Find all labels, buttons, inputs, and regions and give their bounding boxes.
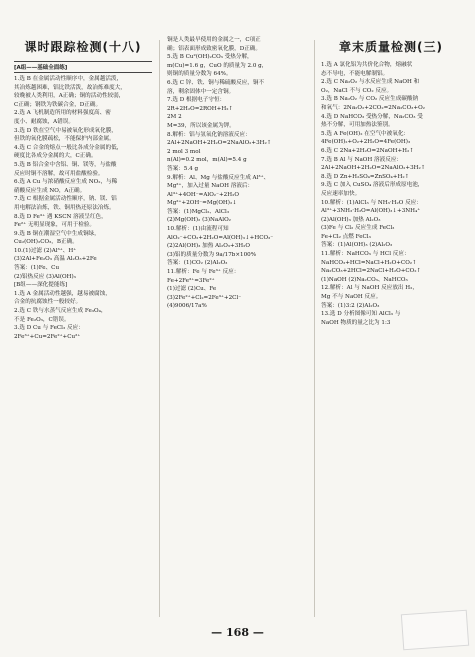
answer-line: 1.选 A 氯化铝为共价化合物，熔融状 [321, 62, 413, 68]
answer-line: 6.选 C 锌、铁、铜与稀硫酸反应，铜不 [167, 79, 265, 86]
answer-line: Na₂CO₃+2HCl=2NaCl+H₂O+CO₂↑ [321, 268, 422, 275]
answer-line: 7.选 C 根据金属活动性顺序，钠、镁、铝 [14, 196, 117, 203]
answer-line: (2)2Al(OH)₃ 加热 Al₂O₃+3H₂O [167, 243, 250, 250]
answer-line: 1.选 B 在金属活动性顺序中，金属越活泼， [14, 76, 123, 82]
answer-line: Mg²⁺+2OH⁻=Mg(OH)₂↓ [167, 200, 237, 207]
answer-line: (1)过滤 (2)Cu、Fe [167, 286, 217, 293]
answer-line: 热不分解，可用加热法鉴别。 [321, 122, 394, 129]
answer-line: Mg²⁺，加入过量 NaOH 溶液后： [167, 183, 254, 190]
answer-line: 其冶炼越困难，铝比铁活泼，故冶炼难度大， [14, 84, 126, 91]
answer-line: 答案：(1)MgCl₂、AlCl₃ [167, 208, 230, 215]
answer-line: 2M 2 [167, 114, 182, 121]
answer-line: 8.选 D Zn+H₂SO₄=ZnSO₄+H₂↑ [321, 173, 410, 180]
answer-line: 1.选 A 金属活动性越强，越易被腐蚀， [14, 290, 111, 297]
answer-line: 7.选 B Al 与 NaOH 溶液反应： [321, 156, 403, 163]
answer-line: 10.解析：(1)AlCl₃ 与 NH₃·H₂O 反应： [321, 199, 422, 206]
answer-line: 确；铝表面形成致密氧化膜，D正确。 [167, 45, 261, 52]
answer-line: M=39，所以该金属为钾。 [167, 122, 235, 129]
answer-lines [167, 36, 308, 311]
answer-line: 答案：(1)3:2 (2)Al₂O₃ [321, 302, 380, 309]
answer-line: 9.解析：Al、Mg 与盐酸反应生成 Al³⁺、 [167, 174, 270, 181]
answer-line: 2R+2H₂O=2ROH+H₂↑ [167, 105, 234, 112]
answer-line: Al³⁺+3NH₃·H₂O=Al(OH)₃↓+3NH₄⁺ [321, 208, 421, 215]
answer-line: 7.选 D 根据电子守恒： [167, 97, 226, 104]
answer-line: 3.选 D Cu 与 FeCl₃ 反应： [14, 325, 84, 332]
answer-line: 4.选 D NaHCO₃ 受热分解，Na₂CO₃ 受 [321, 113, 423, 120]
answer-line: (3)铝的质量分数为 9a/17b×100% [167, 251, 257, 258]
answer-line: (4)9006/17a% [167, 303, 207, 310]
answer-line: 12.解析：Al 与 NaOH 反应放出 H₂， [321, 285, 418, 292]
answer-line: 反应时铜不溶解，故可用盐酸检验。 [14, 170, 104, 177]
answer-line: 但铁的氧化膜疏松，不能保护内部金属。 [14, 136, 115, 143]
answer-line: (3)2Fe²⁺+Cl₂=2Fe³⁺+2Cl⁻ [167, 294, 242, 301]
answer-line: 和氧气：2Na₂O₂+2CO₂=2Na₂CO₃+O₂ [321, 104, 425, 111]
answer-line: 13.选 D 分析图像可知 AlCl₃ 与 [321, 311, 401, 318]
answer-line: m(Cu)=1.6 g，CuO 的质量为 2.0 g， [167, 62, 268, 69]
answer-line: C正确；钢铁为铁碳合金，D正确。 [14, 101, 102, 108]
answer-line: 态不导电，不能电解制铝。 [321, 70, 389, 77]
answer-line: 用电解法冶炼，铁、铜用热还原法冶炼。 [14, 204, 115, 211]
answer-line: Fe+Cl₂ 点燃 FeCl₃ [321, 233, 371, 240]
answer-line: 10.(1)过滤 (2)Al³⁺、H⁺ [14, 247, 77, 254]
answer-line: [B组——深化提能练] [14, 282, 68, 289]
section-title: 章末质量检测(三) [339, 40, 443, 54]
page-number: — 168 — [211, 626, 264, 639]
answer-line: 11.解析：NaHCO₃ 与 HCl 反应： [321, 251, 410, 258]
answer-line: 5.选 A Fe(OH)₂ 在空气中被氧化： [321, 130, 410, 137]
section-title: 课时跟踪检测(十八) [24, 40, 142, 54]
answer-line: 4Fe(OH)₂+O₂+2H₂O=4Fe(OH)₃ [321, 139, 411, 146]
answer-line: 3.选 D 铁在空气中易被氧化形成氧化膜， [14, 127, 117, 134]
answer-line: 不是 Fe₂O₃，C错误。 [14, 316, 70, 323]
answer-line: NaOH 物质的量之比为 1:3 [321, 319, 391, 326]
answer-lines [321, 61, 461, 327]
answer-line: AlO₂⁻+CO₂+2H₂O=Al(OH)₃↓+HCO₃⁻ [167, 234, 274, 241]
answer-line: (3)Fe 与 Cl₂ 反应生成 FeCl₃ [321, 225, 395, 232]
answer-line: 溶，剩余固体中一定含铜。 [167, 88, 235, 95]
answer-line: 较晚被人类利用，A正确；铜的活动性较弱， [14, 93, 125, 100]
answer-lines [14, 75, 152, 341]
answer-line: 2Fe³⁺+Cu=2Fe²⁺+Cu²⁺ [14, 333, 81, 340]
answer-line: O₂，NaCl 不与 CO₂ 反应。 [321, 87, 393, 94]
answer-line: 答案：(1)Al(OH)₃ (2)Al₂O₃ [321, 242, 393, 249]
answer-line: 10.解析：(1)由流程可知 [167, 226, 229, 233]
answer-line: 2 mol 3 mol [167, 148, 201, 155]
answer-line: 6.选 C 2Na+2H₂O=2NaOH+H₂↑ [321, 147, 414, 154]
answer-line: 度小、耐腐蚀，A错误。 [14, 118, 74, 125]
answer-line: 答案：(1)CO₂ (2)Al₂O₃ [167, 260, 228, 267]
answer-line: 5.选 B Cu²(OH)₂CO₃ 受热分解， [167, 54, 253, 61]
answer-line: 答案：5.4 g [167, 165, 199, 172]
answer-line: 2.选 C 铁与水蒸气反应生成 Fe₃O₄， [14, 308, 107, 315]
answer-column-left [14, 30, 152, 627]
answer-line: 硬度比各成分金属的大，C正确。 [14, 153, 97, 160]
answer-line: 答案：(1)Fe、Cu [14, 265, 60, 272]
answer-line: 2.选 A 飞机制造所用的材料强度高、密 [14, 110, 111, 117]
answer-line: (2)铝热反应 (3)Al(OH)₃ [14, 273, 76, 280]
answer-line: 3.选 B Na₂O₂ 与 CO₂ 反应生成碳酸钠 [321, 96, 419, 103]
answer-line: Cu₂(OH)₂CO₃，B正确。 [14, 239, 78, 246]
answer-line: 9.选 C 加入 CuSO₄ 溶液后形成原电池， [321, 182, 424, 189]
answer-line: 反应速率加快。 [321, 190, 361, 197]
answer-line: 铜是人类最早使用的金属之一，C项正 [167, 37, 261, 43]
answer-line: Al³⁺+4OH⁻=AlO₂⁻+2H₂O [167, 191, 239, 198]
answer-line: (2)Mg(OH)₂ (3)NaAlO₂ [167, 217, 231, 224]
answer-line: (2)Al(OH)₃ 加热 Al₂O₃ [321, 216, 381, 223]
answer-line: 4.选 C 合金的熔点一般比各成分金属的低， [14, 144, 123, 151]
answer-line: 则铜的质量分数为 64%。 [167, 71, 232, 78]
answer-column-right [321, 30, 461, 627]
answer-line: 9.选 B 铜在潮湿空气中生成铜绿， [14, 230, 100, 237]
answer-line: NaHCO₃+HCl=NaCl+H₂O+CO₂↑ [321, 259, 417, 266]
answer-line: 2Al+2NaOH+2H₂O=2NaAlO₂+3H₂↑ [167, 140, 272, 147]
answer-line: 6.选 A Cu 与浓硝酸反应生成 NO₂，与稀 [14, 179, 118, 186]
answer-line: 2.选 C Na₂O₂ 与水反应生成 NaOH 和 [321, 79, 420, 86]
answer-line: 5.选 B 铝合金中含铝、铜、镁等，与盐酸 [14, 161, 117, 168]
answer-line: (1)NaOH (2)Na₂CO₃、NaHCO₃ [321, 276, 408, 283]
answer-line: 11.解析：Fe 与 Fe³⁺ 反应： [167, 269, 240, 276]
group-banner: [A组——基础全面练] [14, 61, 152, 73]
answer-line: 硝酸反应生成 NO，A正确。 [14, 187, 86, 194]
answer-line: Fe+2Fe³⁺=3Fe²⁺ [167, 277, 215, 284]
column-divider [159, 40, 160, 617]
answer-column-middle [167, 30, 308, 627]
answer-line: 2Al+2NaOH+2H₂O=2NaAlO₂+3H₂↑ [321, 165, 426, 172]
answer-line: 合金的抗腐蚀性一般较好。 [14, 299, 82, 306]
answer-line: n(Al)=0.2 mol，m(Al)=5.4 g [167, 157, 247, 164]
column-divider [314, 40, 315, 617]
answer-line: 8.解析：铝与氢氧化钠溶液反应： [167, 131, 251, 138]
answer-line: Mg 不与 NaOH 反应。 [321, 294, 382, 301]
watermark-stamp [401, 610, 469, 651]
answer-line: 8.选 D Fe³⁺ 遇 KSCN 溶液呈红色， [14, 213, 107, 220]
page-number-value: 168 [226, 626, 249, 639]
answer-line: (3)2Al+Fe₂O₃ 高温 Al₂O₃+2Fe [14, 256, 97, 263]
answer-line: Fe²⁺ 无明显现象，可用于检验。 [14, 222, 95, 229]
